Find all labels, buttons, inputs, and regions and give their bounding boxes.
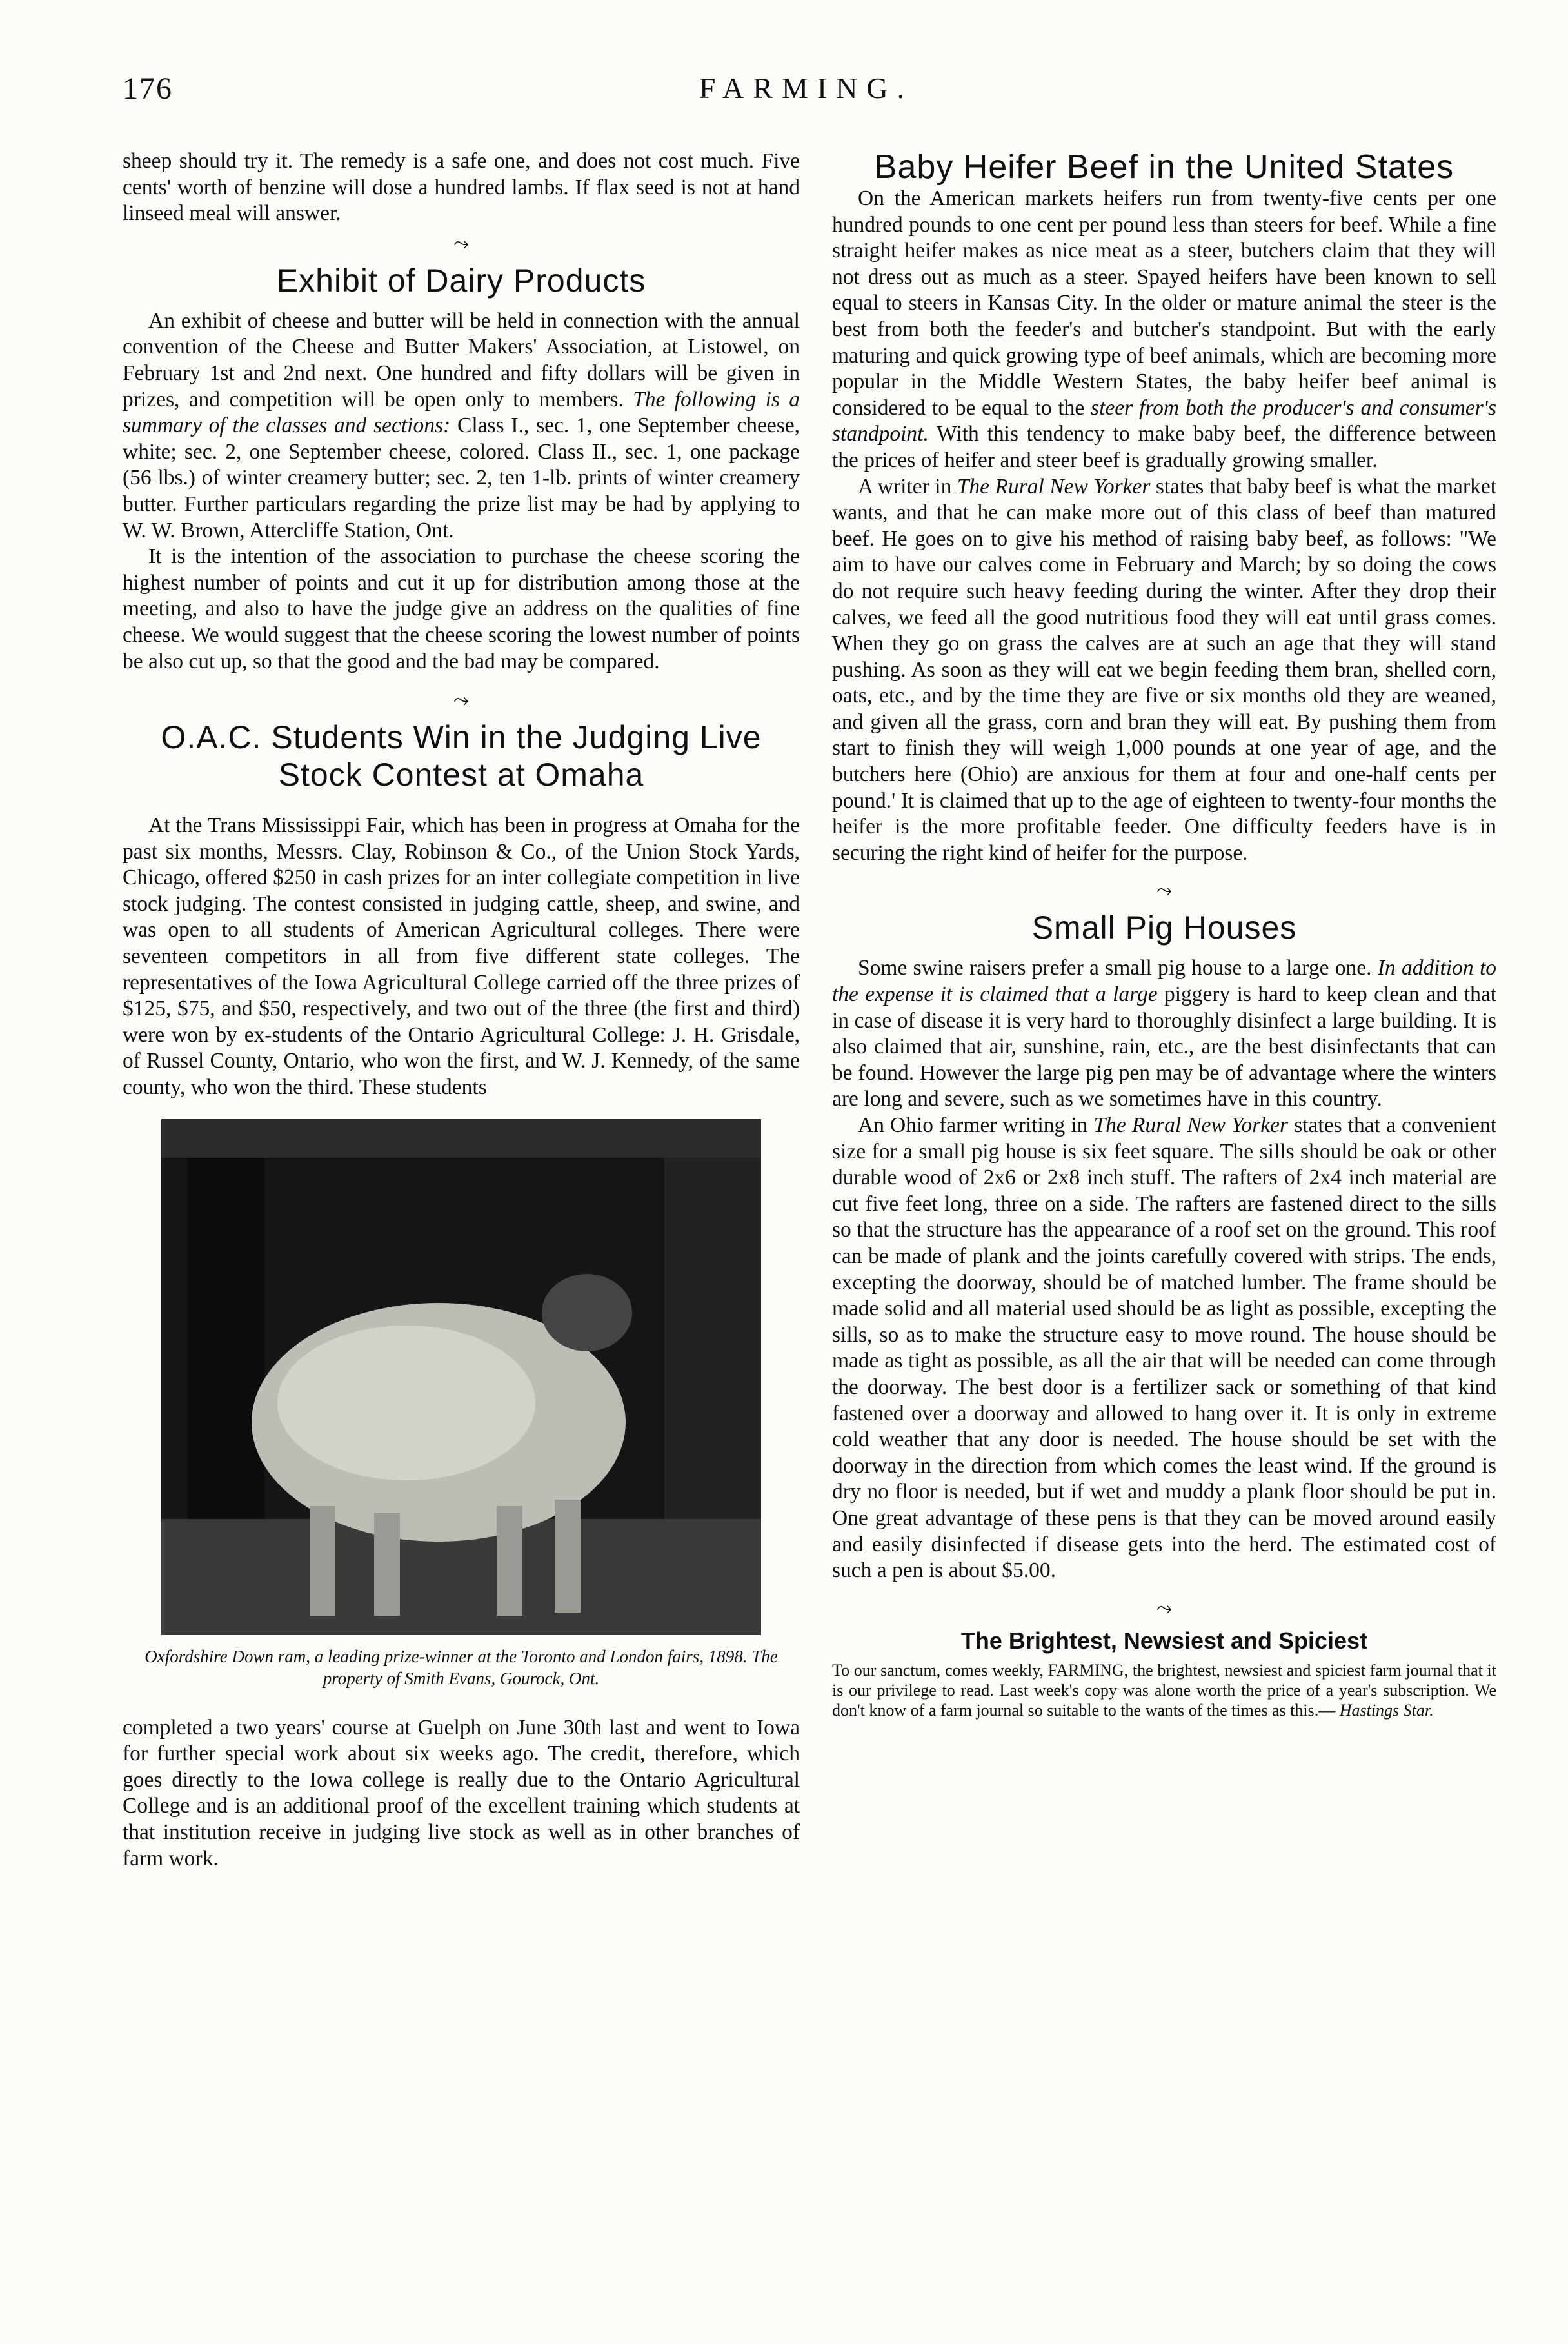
section-ornament-icon: ⤳ [453,689,469,712]
ram-photo [161,1119,761,1635]
heifer-paragraph: On the American markets heifers run from twenty-five cents per one hundred pounds to one cent per pound less than steers for beef. While a fine straight heifer makes as nice meat as a steer, butchers claim that they will not dress out as much as a steer. Spayed heifers have been known to sell equal to steers in Kansas City. In the older or mature animal the steer is the best from both the feeder's and butcher's standpoint. But with the early maturing and quick growing type of beef animals, which are becoming more popular in the Middle Western States, the baby heifer beef animal is considered to be equal to the steer from both the producer's and consumer's standpoint. With this tendency to make baby beef, the difference between the prices of heifer and steer beef is gradually growing smaller. [832,186,1496,472]
oac-paragraph-2: completed a two years' course at Guelph on June 30th last and went to Iowa for further special work about six weeks ago. The credit, therefore, which goes directly to the Iowa college is really due to the Ontario Agricultural College and is an additional proof of the excellent training which students at that institution receive in judging live stock as well as in other branches of farm work. [123,1715,800,1871]
dairy-paragraph-2: It is the intention of the association to purchase the cheese scoring the highest number of points and cut it up for distribution among those at the meeting, and also to have the judge give an address on the qualities of fine cheese. We would suggest that the cheese scoring the lowest number of points be also cut up, so that the good and the bad may be compared. [123,544,800,673]
heifer-paragraph-2: A writer in The Rural New Yorker states that baby beef is what the market wants, and that he can make more out of this class of beef than matured beef. He goes on to give his method of raising baby beef, as follows: "We aim to have our calves come in February and March; by so doing the cows do not require such heavy feeding during the winter. After they drop their calves, we feed all the good nutritious food they will eat until grass comes. When they go on grass the calves are at such an age that they will stand pushing. As soon as they will eat we begin feeding them bran, shelled corn, oats, etc., and by the time they are five or six months old they are weaned, and given all the grass, corn and bran they will eat. By pushing them from start to finish they will weigh 1,000 pounds at one year of age, and the butchers here (Ohio) are anxious for them at four and one-half cents per pound.' It is claimed that up to the age of eighteen to twenty-four months the heifer is the more profitable feeder. One difficulty feeders have is in securing the right kind of heifer for the purpose. [832,474,1496,865]
right-column [832,148,1496,1720]
heifer-title: Baby Heifer Beef in the United States [874,148,1454,186]
testimonial: To our sanctum, comes weekly, FARMING, the brightest, newsiest and spiciest farm journal that it is our privilege to read. Last week's copy was alone worth the price of a year's subscription. We don't know of a farm journal so suitable to the wants of the times as this.— Hastings Star. [832,1660,1496,1720]
pig-paragraph: Some swine raisers prefer a small pig house to a large one. In addition to the expense it is claimed that a large piggery is hard to keep clean and that in case of disease it is very hard to thoroughly disinfect a large building. It is also claimed that air, sunshine, rain, etc., are the best disinfectants that can be found. However the large pig pen may be of advantage where the winters are long and severe, such as we sometimes have in this country. [832,956,1497,1111]
oac-title: O.A.C. Students Win in the Judging Live Stock Contest at Omaha [161,719,762,793]
brightest-title: The Brightest, Newsiest and Spiciest [960,1627,1368,1654]
page-number: 176 [123,72,173,106]
dairy-paragraph: An exhibit of cheese and butter will be held in connection with the annual convention of the Cheese and Butter Makers' Association, at Listowel, on February 1st and 2nd next. One hundred and fifty dollars will be given in prizes, and competition will be open only to members. The following is a summary of the classes and sections: Class I., sec. 1, one September cheese, white; sec. 2, one September cheese, colored. Class II., sec. 1, one package (56 lbs.) of winter creamery butter; sec. 2, ten 1-lb. prints of winter creamery butter. Further particulars regarding the prize list may be had by applying to W. W. Brown, Attercliffe Station, Ont. [123,308,800,542]
photo-caption: Oxfordshire Down ram, a leading prize-winner at the Toronto and London fairs, 1898. The property of Smith Evans, Gourock, Ont. [144,1646,778,1688]
pig-title: Small Pig Houses [1031,909,1297,946]
section-ornament-icon: ⤳ [453,232,469,255]
dairy-title: Exhibit of Dairy Products [276,262,646,299]
testimonial-source: Hastings Star. [1339,1700,1434,1720]
pig-paragraph-2: An Ohio farmer writing in The Rural New Yorker states that a convenient size for a small pig house is six feet square. The sills should be oak or other durable wood of 2x6 or 2x8 inch stuff. The rafters of 2x4 inch material are cut five feet long, three on a side. The rafters are fastened direct to the sills so that the structure has the appearance of a roof set on the ground. This roof can be made of plank and the joints carefully covered with strips. The ends, excepting the doorway, should be of matched lumber. The frame should be made solid and all material used should be as light as possible, excepting the sills, so as to make the structure easy to move round. The house should be made as tight as possible, as all the air that will be needed can come through the doorway. The best door is a fertilizer sack or something of that kind fastened over a doorway and allowed to hang over it. It is only in extreme cold weather that any door is needed. The house should be set with the doorway in the direction from which comes the least wind. If the ground is dry no floor is needed, but if wet and muddy a plank floor should be put in. One great advantage of these pens is that they can be moved around easily and easily disinfected if disease gets into the herd. The estimated cost of such a pen is about $5.00. [832,1113,1497,1583]
oac-paragraph: At the Trans Mississippi Fair, which has been in progress at Omaha for the past six months, Messrs. Clay, Robinson & Co., of the Union Stock Yards, Chicago, offered $250 in cash prizes for an inter collegiate competition in live stock judging. The contest consisted in judging cattle, sheep, and swine, and was open to all students of American Agricultural colleges. There were seventeen competitors in all from five different state colleges. The representatives of the Iowa Agricultural College carried off the three prizes of $125, $75, and $50, respectively, and two out of the three (the first and third) were won by ex-students of the Ontario Agricultural College: J. H. Grisdale, of Russel County, Ontario, who won the first, and W. J. Kennedy, of the same county, who won the third. These students [123,813,800,1100]
left-column [123,148,800,1872]
running-head: FARMING. [699,72,914,104]
intro-fragment: sheep should try it. The remedy is a safe one, and does not cost much. Five cents' worth of benzine will dose a hundred lambs. If flax seed is not at hand linseed meal will answer. [123,149,800,226]
section-ornament-icon: ⤳ [1156,879,1172,902]
page-header [123,71,1490,116]
section-ornament-icon: ⤳ [1156,1596,1172,1620]
